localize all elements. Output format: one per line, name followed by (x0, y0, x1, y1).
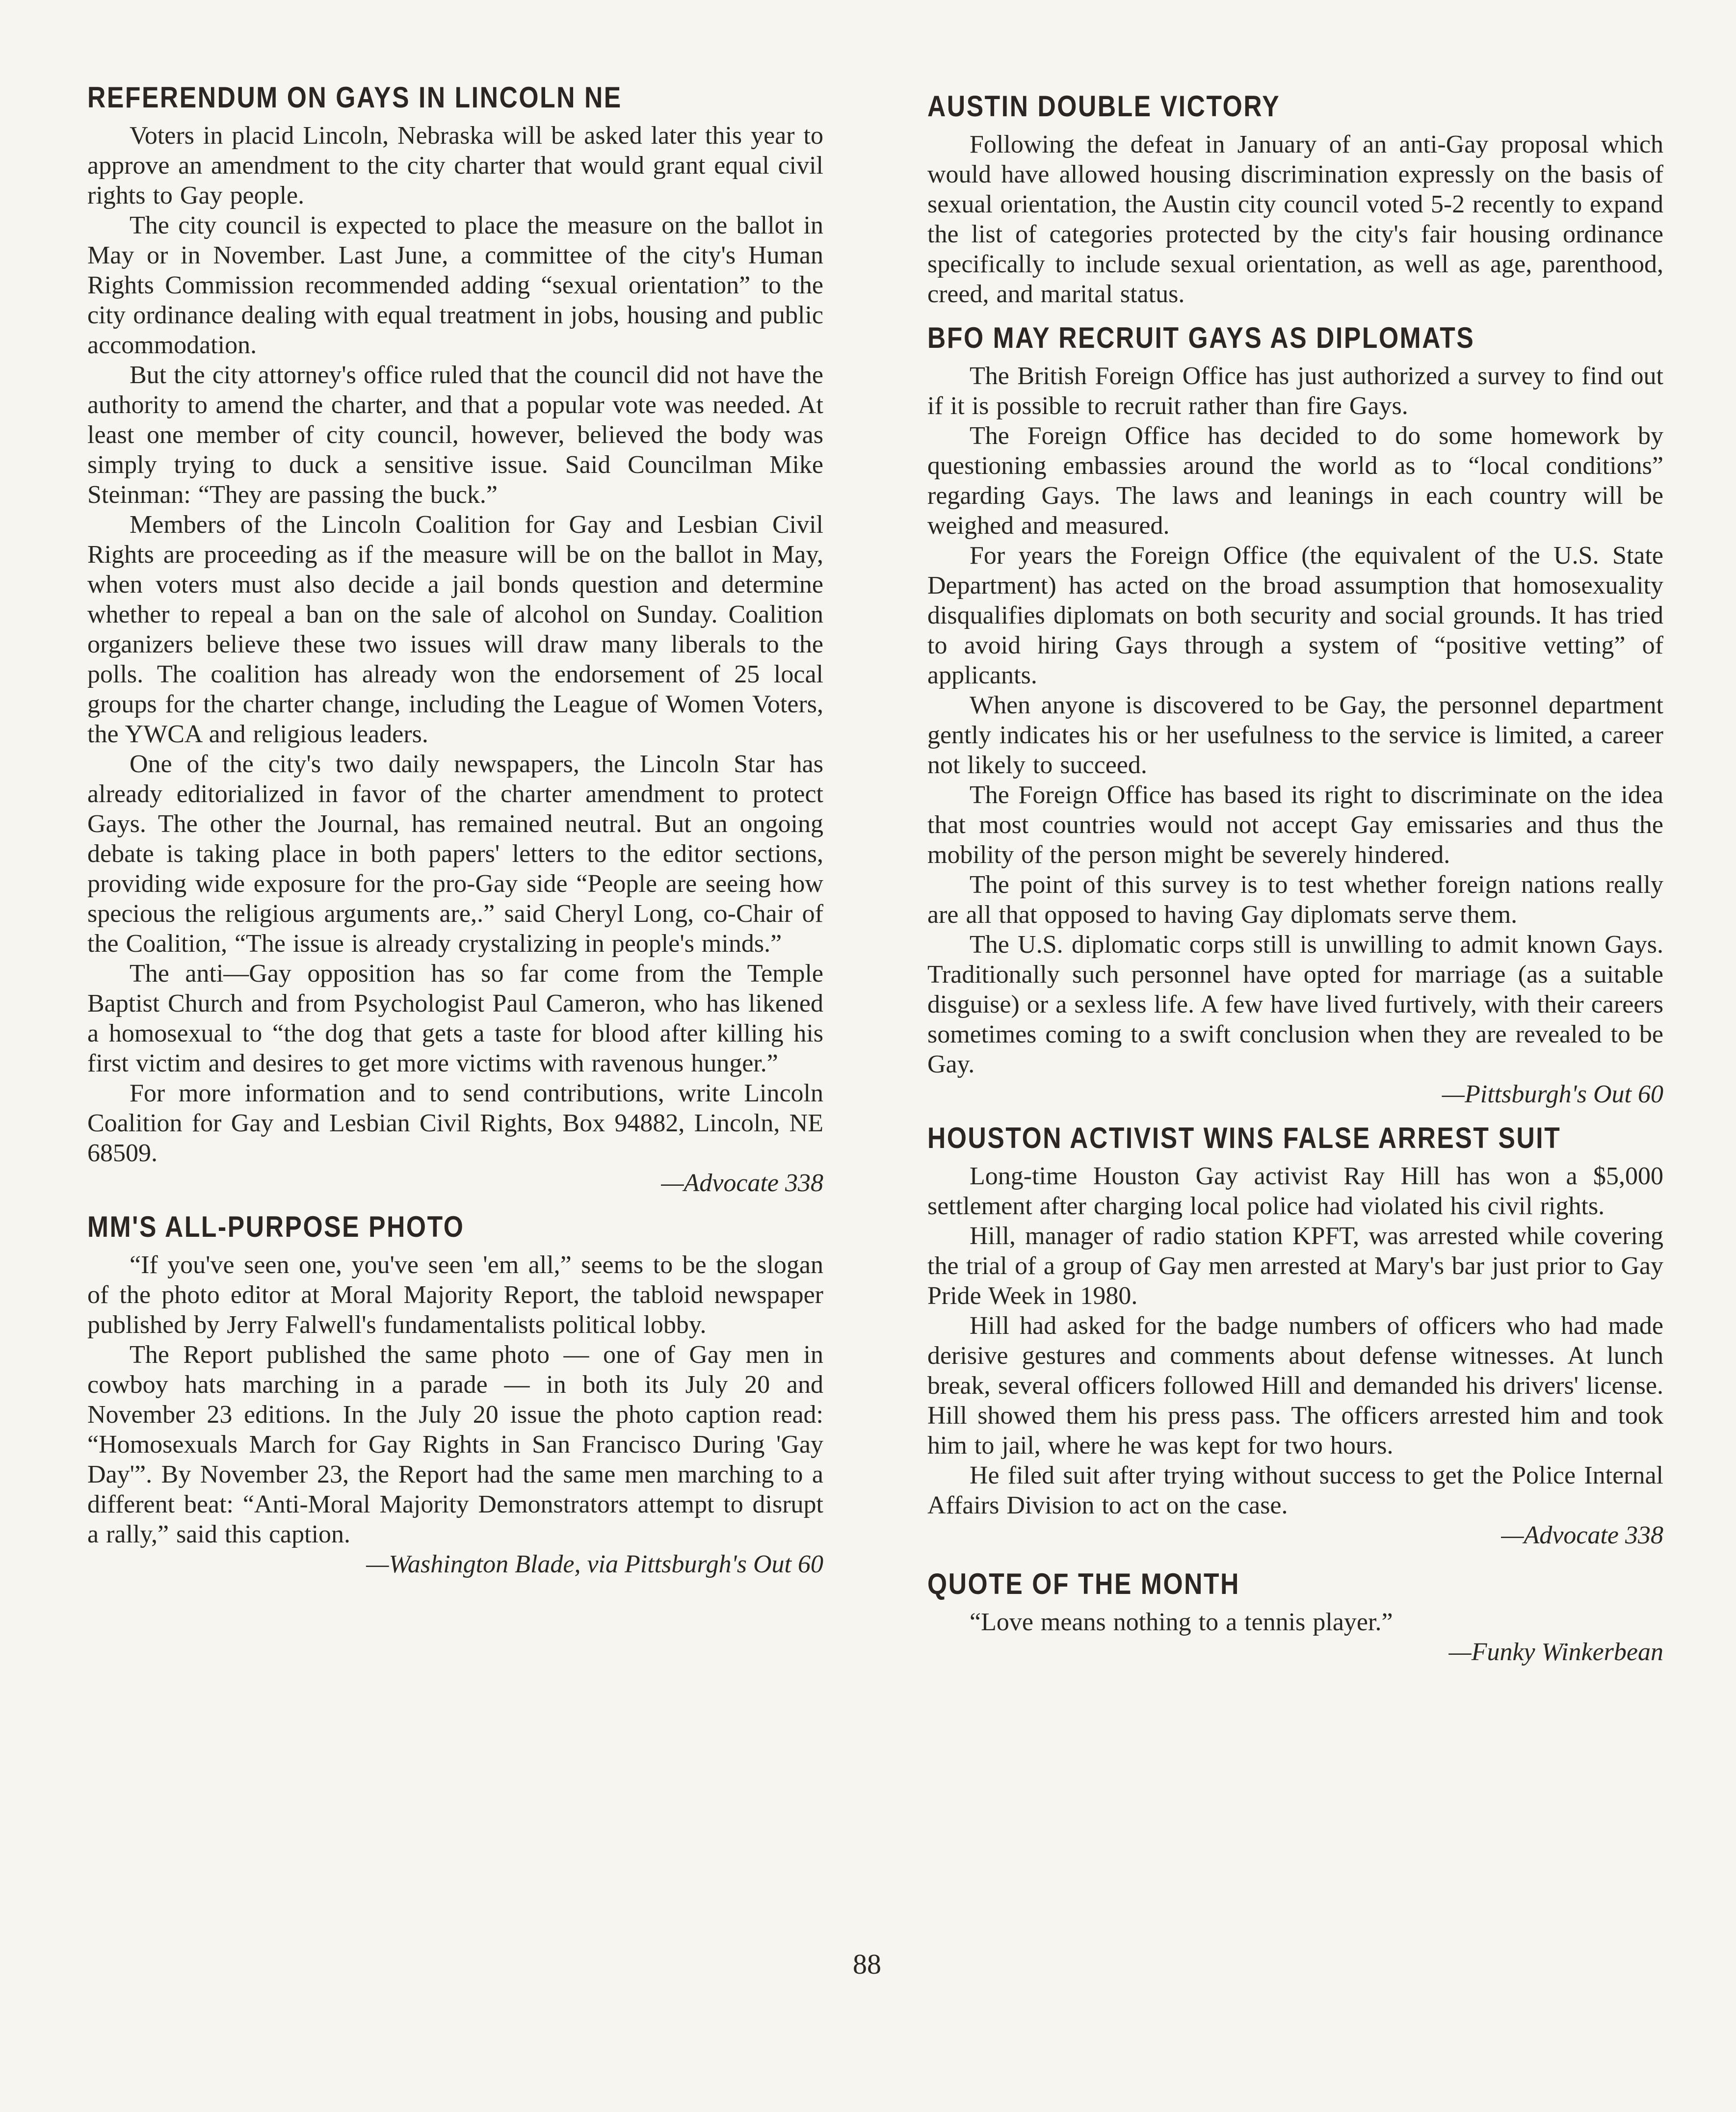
article-paragraph: But the city attorney's office ruled that the council did not have the authority to amend the charter, and that a popular vote was needed. At least one member of city council, however, believed the body was simply trying to duck a sensitive issue. Said Councilman Mike Steinman: “They are passing the buck.” (87, 361, 823, 509)
article-paragraph: The Foreign Office has based its right to discriminate on the idea that most countries would not accept Gay emissaries and thus the mobility of the person might be severely hindered. (927, 781, 1663, 869)
article-quote-of-the-month (927, 1565, 1663, 1667)
article-credit: —Pittsburgh's Out 60 (1442, 1080, 1663, 1108)
article-paragraph: The Foreign Office has decided to do some homework by questioning embassies around the world as to “local conditions” regarding Gays. The laws and leanings in each country will be weighed and measured. (927, 422, 1663, 540)
article-paragraph: The point of this survey is to test whether foreign nations really are all that opposed to having Gay diplomats serve them. (927, 871, 1663, 929)
article-paragraph: The British Foreign Office has just authorized a survey to find out if it is possible to recruit rather than fire Gays. (927, 362, 1663, 420)
article-credit: —Advocate 338 (661, 1169, 823, 1197)
article-headline: REFERENDUM ON GAYS IN LINCOLN NE (87, 81, 622, 114)
article-paragraph: For years the Foreign Office (the equivalent of the U.S. State Department) has acted on the broad assumption that homosexuality disqualifies diplomats on both security and social grounds. It has tried to avoid hiring Gays through a system of “positive vetting” of applicants. (927, 542, 1663, 689)
article-headline: HOUSTON ACTIVIST WINS FALSE ARREST SUIT (927, 1121, 1561, 1154)
article-credit: —Washington Blade, via Pittsburgh's Out 60 (366, 1550, 823, 1578)
article-paragraph: The anti—Gay opposition has so far come from the Temple Baptist Church and from Psychologist Paul Cameron, who has likened a homosexual to “the dog that gets a taste for blood after killing his first victim and desires to get more victims with ravenous hunger.” (87, 960, 823, 1077)
article-credit: —Funky Winkerbean (1448, 1638, 1663, 1666)
article-credit: —Advocate 338 (1501, 1521, 1663, 1549)
article-paragraph: One of the city's two daily newspapers, the Lincoln Star has already editorialized in favor of the charter amendment to protect Gays. The other the Journal, has remained neutral. But an ongoing debate is taking place in both papers' letters to the editor sections, providing wide exposure for the pro-Gay side “People are seeing how specious the religious arguments are,.” said Cheryl Long, co-Chair of the Coalition, “The issue is already crystalizing in people's minds.” (87, 750, 823, 958)
article-houston-activist-wins-false-arrest-suit (927, 1119, 1663, 1550)
article-headline: QUOTE OF THE MONTH (927, 1567, 1240, 1600)
article-headline: AUSTIN DOUBLE VICTORY (927, 90, 1281, 123)
article-headline: BFO MAY RECRUIT GAYS AS DIPLOMATS (927, 321, 1475, 354)
left-column (87, 78, 823, 1589)
article-paragraph: Members of the Lincoln Coalition for Gay and Lesbian Civil Rights are proceeding as if the measure will be on the ballot in May, when voters must also decide a jail bonds question and determine whether to repeal a ban on the sale of alcohol on Sunday. Coalition organizers believe these two issues will draw many liberals to the polls. The coalition has already won the endorsement of 25 local groups for the charter change, including the League of Women Voters, the YWCA and religious leaders. (87, 511, 823, 748)
article-austin-double-victory (927, 87, 1663, 309)
article-paragraph: Long-time Houston Gay activist Ray Hill has won a $5,000 settlement after charging local police had violated his civil rights. (927, 1162, 1663, 1220)
article-referendum-on-gays-in-lincoln-ne (87, 78, 823, 1198)
article-paragraph: Hill, manager of radio station KPFT, was arrested while covering the trial of a group of Gay men arrested at Mary's bar just prior to Gay Pride Week in 1980. (927, 1222, 1663, 1310)
article-bfo-may-recruit-gays-as-diplomats (927, 319, 1663, 1109)
article-paragraph: “Love means nothing to a tennis player.” (970, 1608, 1393, 1636)
article-paragraph: For more information and to send contributions, write Lincoln Coalition for Gay and Lesbian Civil Rights, Box 94882, Lincoln, NE 68509. (87, 1079, 823, 1167)
right-column (927, 78, 1663, 1677)
article-headline: MM'S ALL-PURPOSE PHOTO (87, 1210, 465, 1243)
article-mm-s-all-purpose-photo (87, 1208, 823, 1579)
article-paragraph: Following the defeat in January of an anti-Gay proposal which would have allowed housing discrimination expressly on the basis of sexual orientation, the Austin city council voted 5-2 recently to expand the list of categories protected by the city's fair housing ordinance specifically to include sexual orientation, as well as age, parenthood, creed, and marital status. (927, 130, 1663, 308)
article-paragraph: Hill had asked for the badge numbers of officers who had made derisive gestures and comments about defense witnesses. At lunch break, several officers followed Hill and demanded his drivers' license. Hill showed them his press pass. The officers arrested him and took him to jail, where he was kept for two hours. (927, 1312, 1663, 1460)
article-paragraph: The U.S. diplomatic corps still is unwilling to admit known Gays. Traditionally such personnel have opted for marriage (as a suitable disguise) or a sexless life. A few have lived furtively, with their careers sometimes coming to a swift conclusion when they are revealed to be Gay. (927, 931, 1663, 1078)
article-paragraph: Voters in placid Lincoln, Nebraska will be asked later this year to approve an amendment to the city charter that would grant equal civil rights to Gay people. (87, 122, 823, 209)
article-paragraph: He filed suit after trying without success to get the Police Internal Affairs Division to act on the case. (927, 1461, 1663, 1519)
article-paragraph: The Report published the same photo — one of Gay men in cowboy hats marching in a parade — in both its July 20 and November 23 editions. In the July 20 issue the photo caption read: “Homosexuals March for Gay Rights in San Francisco During 'Gay Day'”. By November 23, the Report had the same men marching to a different beat: “Anti-Moral Majority Demonstrators attempt to disrupt a rally,” said this caption. (87, 1341, 823, 1548)
page-number: 88 (853, 1948, 881, 1980)
article-paragraph: When anyone is discovered to be Gay, the personnel department gently indicates his or her usefulness to the service is limited, a career not likely to succeed. (927, 691, 1663, 779)
article-paragraph: The city council is expected to place the measure on the ballot in May or in November. Last June, a committee of the city's Human Rights Commission recommended adding “sexual orientation” to the city ordinance dealing with equal treatment in jobs, housing and public accommodation. (87, 211, 823, 359)
article-paragraph: “If you've seen one, you've seen 'em all,” seems to be the slogan of the photo editor at Moral Majority Report, the tabloid newspaper published by Jerry Falwell's fundamentalists political lobby. (87, 1251, 823, 1339)
